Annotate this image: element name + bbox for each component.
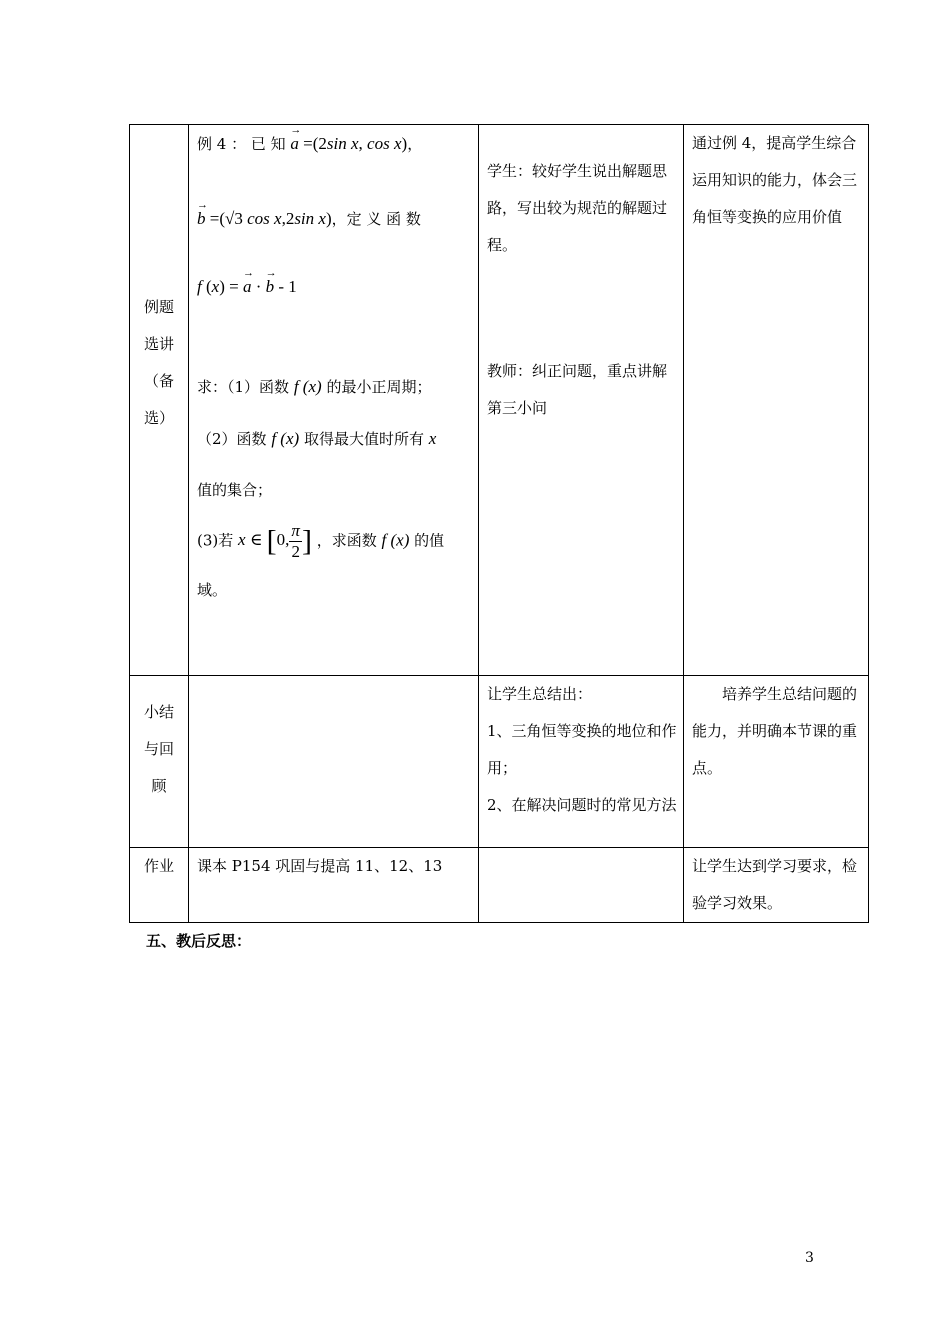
function-definition: f (x) = → a · → b - 1 xyxy=(197,268,472,306)
domain-condition: x ∈ [0, $\frac{\pi}{2}$ ] xyxy=(238,521,312,561)
row-label-summary xyxy=(130,676,189,848)
fx-expression: f (x) xyxy=(293,377,322,396)
example-line-1: 例 4 ： 已 知 → a =(2sin x, cos x)， xyxy=(197,125,472,163)
summary-purpose: 培养学生总结问题的能力，并明确本节课的重点。 xyxy=(692,685,858,777)
homework-activity-cell xyxy=(479,848,684,923)
example-intro: 例 4 ： 已 知 xyxy=(197,135,286,153)
homework-purpose-cell xyxy=(684,848,869,923)
lesson-plan-table xyxy=(129,124,869,923)
summary-line-3: 2、在解决问题时的常见方法 xyxy=(487,796,677,814)
homework-content-cell xyxy=(189,848,479,923)
row-label: 小结与回顾 xyxy=(143,703,174,795)
summary-purpose-cell xyxy=(684,676,869,848)
summary-activity-cell xyxy=(479,676,684,848)
question-3: (3)若 x ∈ [0, $\frac{\pi}{2}$ ] ，求函数 f (x) 的值 xyxy=(197,521,445,561)
example-purpose-cell xyxy=(684,125,869,676)
question-2-tail: 值的集合； xyxy=(197,481,273,499)
row-label-examples xyxy=(130,125,189,676)
table-row xyxy=(130,125,869,676)
example-purpose: 通过例 4，提高学生综合运用知识的能力，体会三角恒等变换的应用价值 xyxy=(692,134,858,226)
vector-b-definition: → b =(√3 cos x,2sin x) xyxy=(197,209,332,228)
define-function-text: ，定 义 函 数 xyxy=(331,210,421,228)
reflection-heading: 五、教后反思： xyxy=(146,932,252,950)
page-number: 3 xyxy=(805,1250,814,1266)
row-label-homework xyxy=(130,848,189,923)
student-activity: 学生：较好学生说出解题思路，写出较为规范的解题过程。 xyxy=(487,162,668,254)
summary-line-1: 让学生总结出： xyxy=(487,685,593,703)
summary-line-2: 1、三角恒等变换的地位和作用； xyxy=(487,722,677,777)
table-row xyxy=(130,676,869,848)
example-line-2 xyxy=(197,200,472,238)
row-label: 例题选讲（备选） xyxy=(143,298,174,427)
example-content-cell xyxy=(189,125,479,676)
example-activity-cell xyxy=(479,125,684,676)
question-2: （2）函数 f (x) 取得最大值时所有 x xyxy=(197,429,437,448)
homework-content: 课本 P154 巩固与提高 11、12、13 xyxy=(197,857,443,875)
homework-purpose: 让学生达到学习要求，检验学习效果。 xyxy=(692,857,858,912)
row-label: 作业 xyxy=(143,857,174,875)
teacher-activity: 教师：纠正问题，重点讲解第三小问 xyxy=(487,362,668,417)
summary-content-cell xyxy=(189,676,479,848)
question-1: 求：（1）函数 f (x) 的最小正周期； xyxy=(197,377,432,396)
vector-a-definition: → a =(2sin x, cos x) xyxy=(290,134,407,153)
question-3-tail: 域。 xyxy=(197,581,228,599)
table-row xyxy=(130,848,869,923)
